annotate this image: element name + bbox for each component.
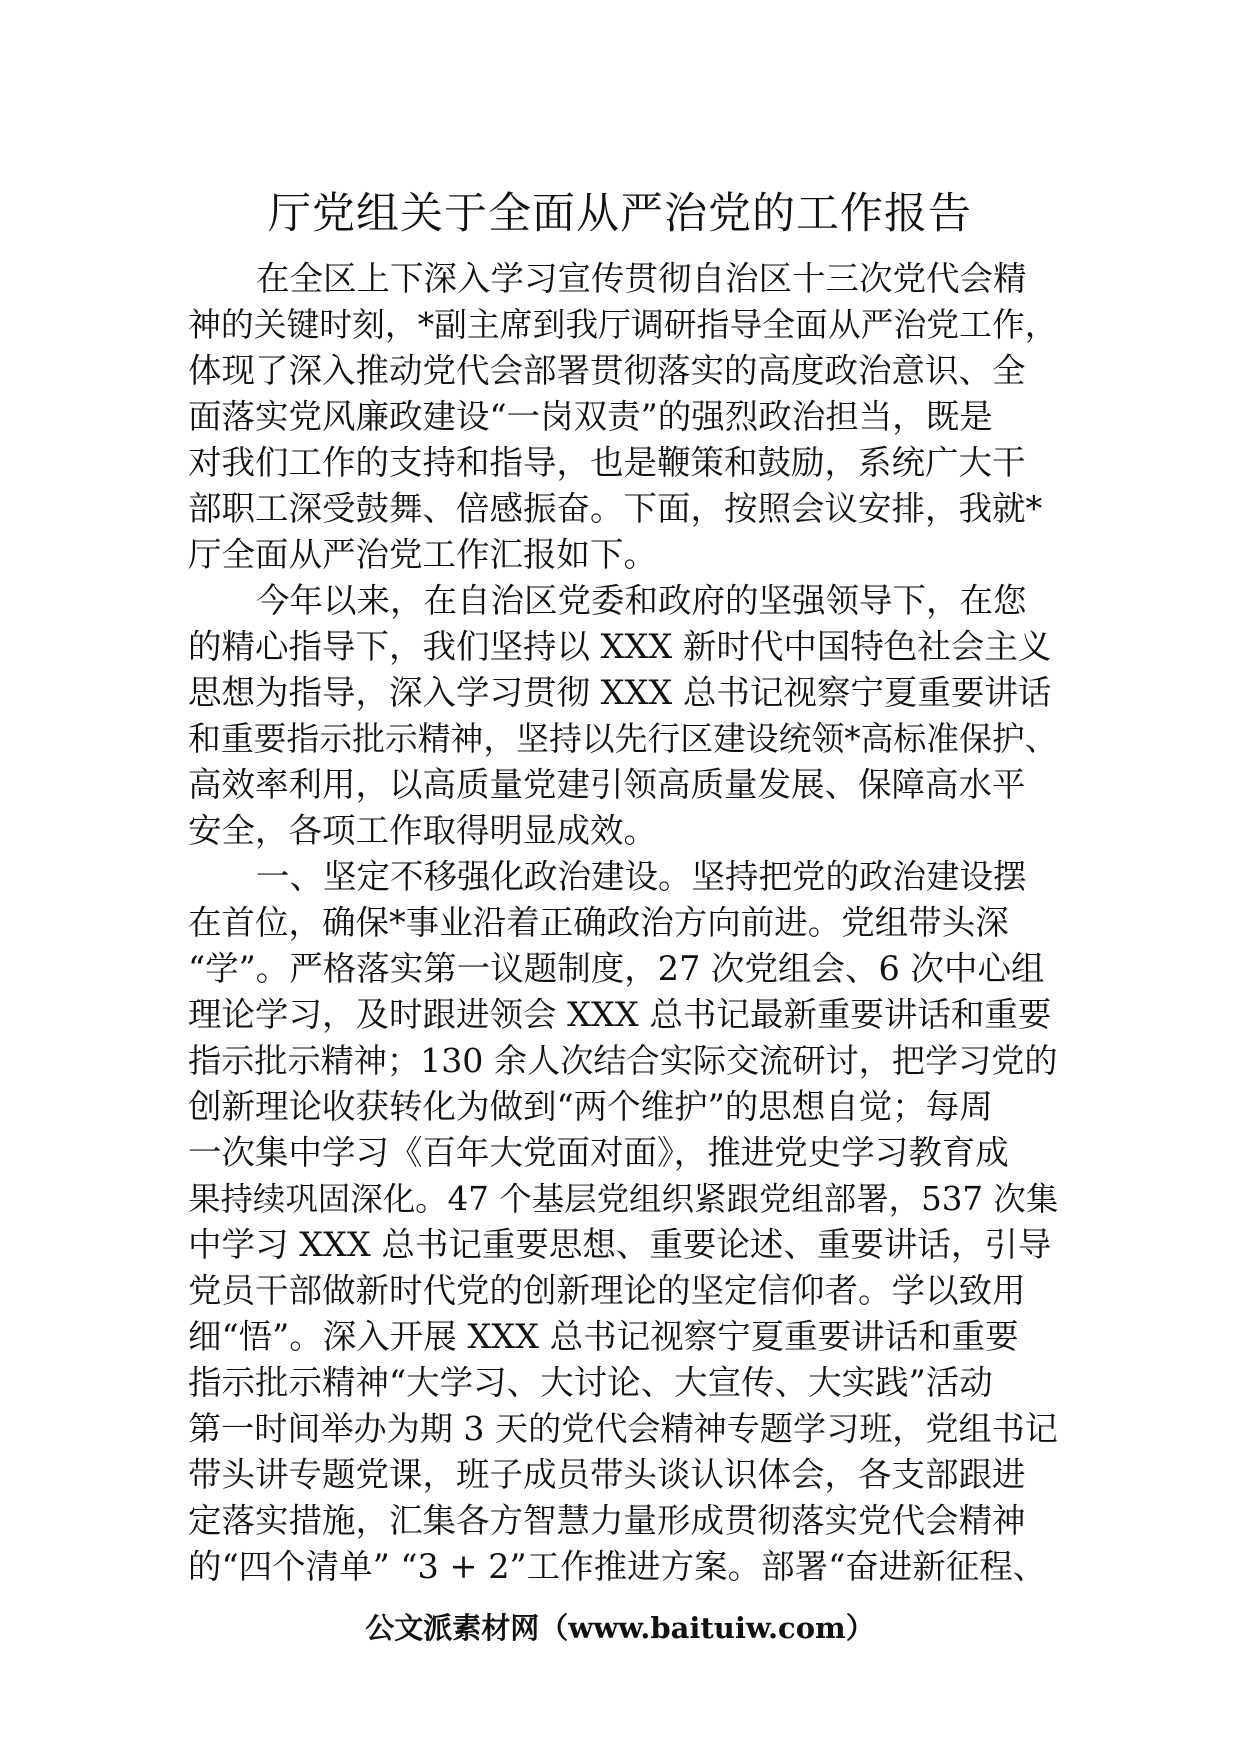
paragraph-line: 思想为指导，深入学习贯彻 XXX 总书记视察宁夏重要讲话 xyxy=(188,673,1052,712)
document-title: 厅党组关于全面从严治党的工作报告 xyxy=(268,189,972,239)
paragraph-line: 指示批示精神；130 余人次结合实际交流研讨，把学习党的 xyxy=(188,1041,1058,1080)
paragraph-line: 第一时间举办为期 3 天的党代会精神专题学习班，党组书记 xyxy=(188,1409,1058,1448)
paragraph-line: 部职工深受鼓舞、倍感振奋。下面，按照会议安排，我就* xyxy=(188,489,1043,528)
paragraph-line: 定落实措施，汇集各方智慧力量形成贯彻落实党代会精神 xyxy=(188,1501,1026,1540)
paragraph-line: 高效率利用，以高质量党建引领高质量发展、保障高水平 xyxy=(188,765,1026,804)
paragraph-line: 面落实党风廉政建设“一岗双责”的强烈政治担当，既是 xyxy=(188,397,993,436)
paragraph-line: 和重要指示批示精神，坚持以先行区建设统领*高标准保护、 xyxy=(188,720,1058,758)
paragraph-line: 的精心指导下，我们坚持以 XXX 新时代中国特色社会主义 xyxy=(188,627,1052,666)
paragraph-first-line: 今年以来，在自治区党委和政府的坚强领导下，在您 xyxy=(256,581,1027,620)
paragraph-line: 果持续巩固深化。47 个基层党组织紧跟党组部署，537 次集 xyxy=(188,1180,1059,1218)
paragraph-line: 创新理论收获转化为做到“两个维护”的思想自觉；每周 xyxy=(188,1087,993,1126)
paragraph-line: 对我们工作的支持和指导，也是鞭策和鼓励，系统广大干 xyxy=(188,443,1026,482)
paragraph-first-line: 一、坚定不移强化政治建设。坚持把党的政治建设摆 xyxy=(256,857,1027,896)
document-body xyxy=(188,256,1058,1590)
paragraph-line: 在首位，确保*事业沿着正确政治方向前进。党组带头深 xyxy=(188,903,1009,942)
paragraph-line: 理论学习，及时跟进领会 XXX 总书记最新重要讲话和重要 xyxy=(188,995,1052,1034)
paragraph-line: 一次集中学习《百年大党面对面》，推进党史学习教育成 xyxy=(188,1133,1009,1172)
footer-watermark: 公文派素材网（www.baituiw.com） xyxy=(365,1611,875,1645)
paragraph-line: 党员干部做新时代党的创新理论的坚定信仰者。学以致用 xyxy=(188,1271,1026,1310)
paragraph-line: 指示批示精神“大学习、大讨论、大宣传、大实践”活动 xyxy=(188,1363,993,1402)
paragraph-first-line: 在全区上下深入学习宣传贯彻自治区十三次党代会精 xyxy=(256,259,1027,298)
paragraph-line: “学”。严格落实第一议题制度，27 次党组会、6 次中心组 xyxy=(188,949,1045,988)
paragraph-line: 细“悟”。深入开展 XXX 总书记视察宁夏重要讲话和重要 xyxy=(188,1317,1019,1356)
paragraph-line: 的“四个清单” “3 + 2”工作推进方案。部署“奋进新征程、 xyxy=(188,1547,1047,1586)
paragraph-line: 体现了深入推动党代会部署贯彻落实的高度政治意识、全 xyxy=(188,351,1026,390)
paragraph-line: 神的关键时刻，*副主席到我厅调研指导全面从严治党工作， xyxy=(188,306,1058,344)
paragraph-line: 中学习 XXX 总书记重要思想、重要论述、重要讲话，引导 xyxy=(188,1225,1052,1264)
paragraph-line: 厅全面从严治党工作汇报如下。 xyxy=(188,535,657,574)
paragraph-line: 带头讲专题党课，班子成员带头谈认识体会，各支部跟进 xyxy=(188,1455,1026,1494)
paragraph-line: 安全，各项工作取得明显成效。 xyxy=(188,811,657,850)
